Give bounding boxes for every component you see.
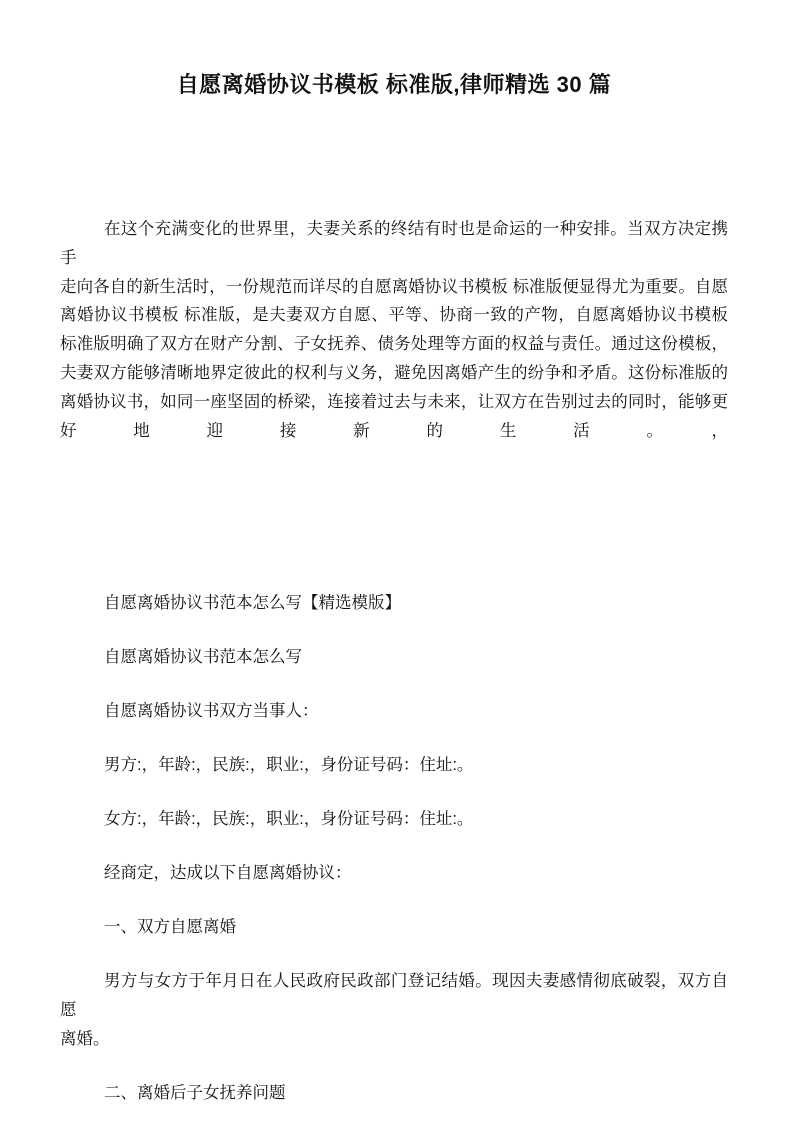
agreement-intro-line: 经商定，达成以下自愿离婚协议： <box>104 864 352 883</box>
parties-label: 自愿离婚协议书双方当事人： <box>104 702 319 721</box>
female-party-info: 女方:，年龄:，民族:，职业:，身份证号码：住址:。 <box>104 810 474 829</box>
male-party-info: 男方:，年龄:，民族:，职业:，身份证号码：住址:。 <box>104 756 474 775</box>
intro-line-last: 好地迎接新的生活。， <box>60 421 728 440</box>
article1-title: 一、双方自愿离婚 <box>104 918 236 937</box>
article1-body-line: 离婚。 <box>60 1029 110 1048</box>
intro-line: 走向各自的新生活时，一份规范而详尽的自愿离婚协议书模板 标准版便显得尤为重要。自愿 <box>60 277 728 296</box>
intro-line: 离婚协议书，如同一座坚固的桥梁，连接着过去与未来，让双方在告别过去的同时，能够更 <box>60 392 728 411</box>
intro-line: 夫妻双方能够清晰地界定彼此的权利与义务，避免因离婚产生的纷争和矛盾。这份标准版的 <box>60 363 728 382</box>
agreement-body <box>60 589 728 1107</box>
intro-paragraph <box>60 215 728 445</box>
document-title: 自愿离婚协议书模板 标准版,律师精选 30 篇 <box>176 72 612 97</box>
intro-line: 标准版明确了双方在财产分割、子女抚养、债务处理等方面的权益与责任。通过这份模板， <box>60 335 728 354</box>
article1-body <box>60 967 728 1053</box>
intro-line: 在这个充满变化的世界里，夫妻关系的终结有时也是命运的一种安排。当双方决定携手 <box>60 220 728 267</box>
article1-body-line: 男方与女方于年月日在人民政府民政部门登记结婚。现因夫妻感情彻底破裂，双方自愿 <box>60 972 728 1020</box>
intro-line: 离婚协议书模板 标准版，是夫妻双方自愿、平等、协商一致的产物，自愿离婚协议书模板 <box>60 306 728 325</box>
heading-how-to-write: 自愿离婚协议书范本怎么写 <box>104 648 302 667</box>
heading-selected-template: 自愿离婚协议书范本怎么写【精选模版】 <box>104 594 401 613</box>
article2-title: 二、离婚后子女抚养问题 <box>104 1083 286 1102</box>
